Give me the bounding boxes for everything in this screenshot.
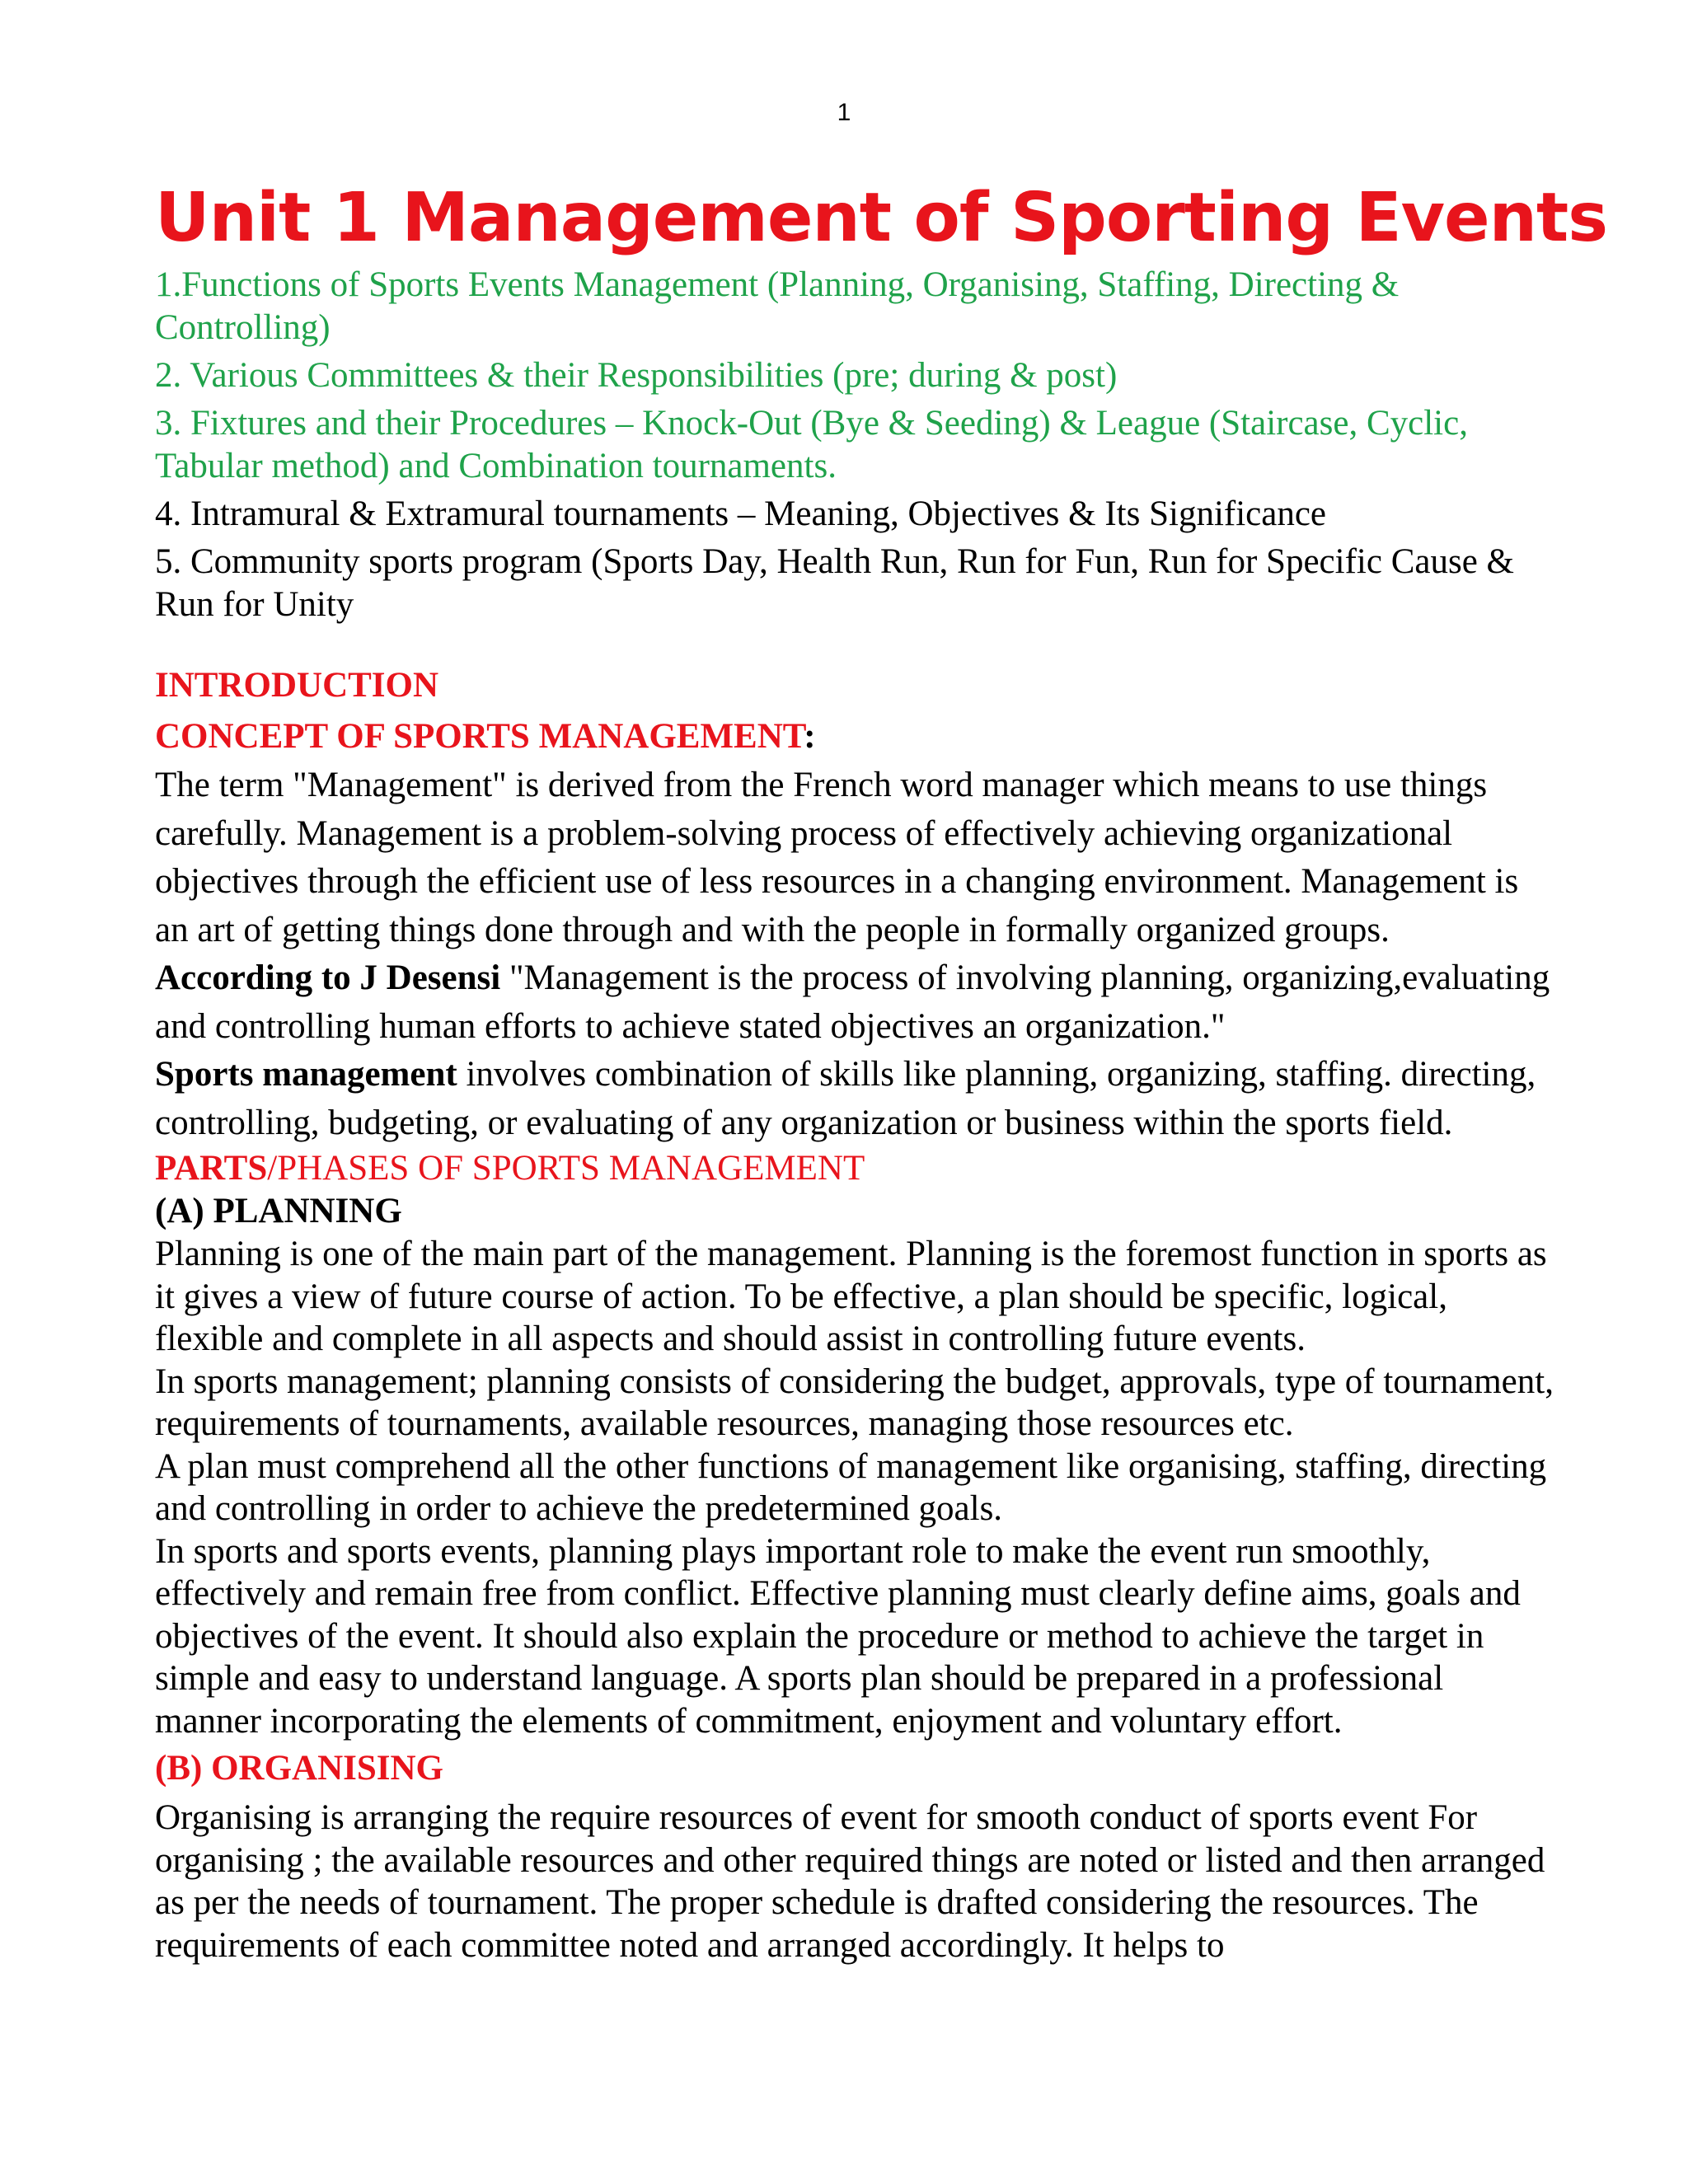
topic-list <box>155 264 1556 626</box>
sports-management-text: involves combination of skills like planning, organizing, staffing. directing, controlling, budgeting, or evaluating of any organization or business within the sports field. <box>155 1055 1536 1142</box>
introduction-heading: INTRODUCTION <box>155 666 439 705</box>
organising-paragraph: Organising is arranging the require resources of event for smooth conduct of sports event For organising ; the available resources and other required things are noted or listed and then arranged as per the needs of tournament. The proper schedule is drafted considering the resources. The requirements of each committee noted and arranged accordingly. It helps to <box>155 1798 1545 1965</box>
planning-section <box>155 1233 1556 1742</box>
page-content <box>155 173 1608 1966</box>
sports-management-definition <box>155 1051 1556 1147</box>
planning-paragraph: In sports and sports events, planning plays important role to make the event run smoothly, effectively and remain free from conflict. Effective planning must clearly define aims, goals and objectives of the event. It should also explain the procedure or method to achieve the target in simple and easy to understand language. A sports plan should be prepared in a professional manner incorporating the elements of commitment, enjoyment and voluntary effort. <box>155 1531 1521 1741</box>
concept-heading <box>155 715 1556 758</box>
organising-heading: (B) ORGANISING <box>155 1749 444 1788</box>
desensi-quote: "Management is the process of involving planning, organizing,evaluating and controlling human efforts to achieve stated objectives an organization." <box>155 958 1550 1046</box>
concept-heading-colon: : <box>804 717 816 756</box>
parts-heading-bold: PARTS <box>155 1149 268 1188</box>
topic-item: 3. Fixtures and their Procedures – Knock-Out (Bye & Seeding) & League (Staircase, Cyclic, Tabular method) and Combination tournaments. <box>155 404 1468 485</box>
concept-heading-text: CONCEPT OF SPORTS MANAGEMENT <box>155 717 804 756</box>
planning-heading: (A) PLANNING <box>155 1192 402 1230</box>
desensi-definition <box>155 954 1556 1051</box>
planning-paragraph: A plan must comprehend all the other functions of management like organising, staffing, directing and controlling in order to achieve the predetermined goals. <box>155 1446 1547 1528</box>
parts-heading <box>155 1147 1556 1190</box>
sports-management-label: Sports management <box>155 1055 457 1094</box>
topic-item: 5. Community sports program (Sports Day, Health Run, Run for Fun, Run for Specific Cause & Run for Unity <box>155 542 1514 624</box>
topic-item: 1.Functions of Sports Events Management (Planning, Organising, Staffing, Directing & Controlling) <box>155 265 1400 347</box>
planning-paragraph: In sports management; planning consists of considering the budget, approvals, type of tournament, requirements of tournaments, available resources, managing those resources etc. <box>155 1361 1554 1443</box>
desensi-label: According to J Desensi <box>155 958 501 997</box>
topic-item: 2. Various Committees & their Responsibilities (pre; during & post) <box>155 356 1118 395</box>
planning-paragraph: Planning is one of the main part of the management. Planning is the foremost function in sports as it gives a view of future course of action. To be effective, a plan should be specific, logical, flexible and complete in all aspects and should assist in controlling future events. <box>155 1235 1547 1358</box>
concept-paragraph: The term "Management" is derived from the French word manager which means to use things carefully. Management is a problem-solving process of effectively achieving organizational objectives through the efficient use of less resources in a changing environment. Management is an art of getting things done through and with the people in formally organized groups. <box>155 766 1519 949</box>
unit-title: Unit 1 Management of Sporting Events <box>155 179 1608 257</box>
topic-item: 4. Intramural & Extramural tournaments – Meaning, Objectives & Its Significance <box>155 494 1326 533</box>
parts-heading-rest: /PHASES OF SPORTS MANAGEMENT <box>267 1149 865 1188</box>
page-number: 1 <box>837 99 851 126</box>
